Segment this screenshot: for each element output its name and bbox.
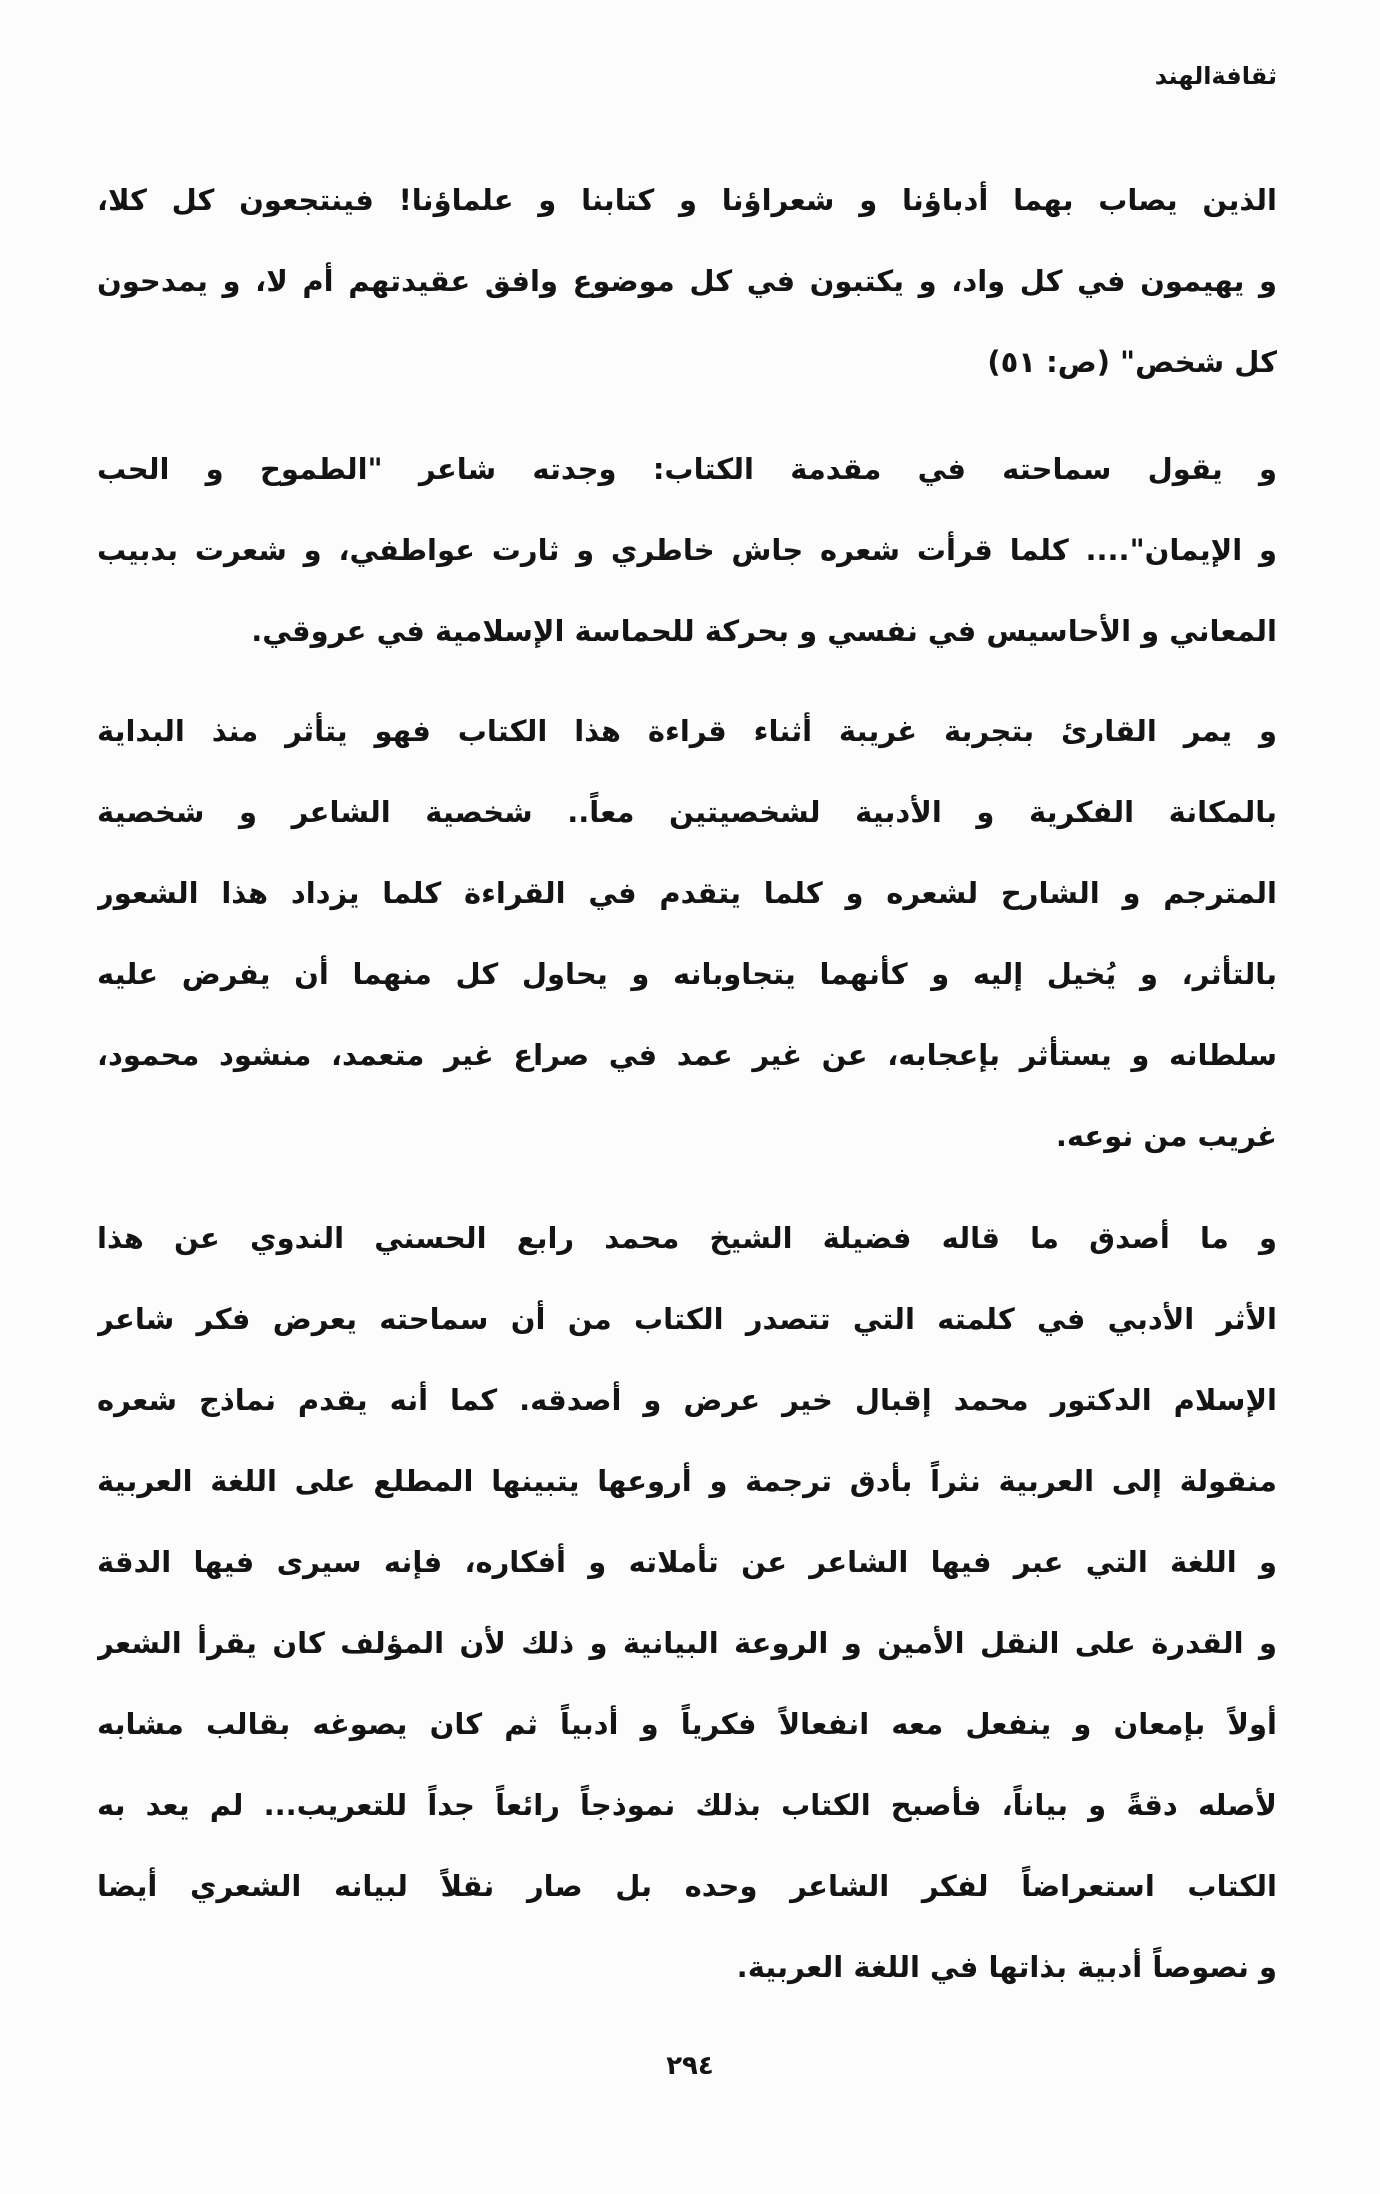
text-line: أولاً بإمعان و ينفعل معه انفعالاً فكرياً و أدبياً ثم كان يصوغه بقالب مشابه — [97, 1707, 1277, 1741]
paragraph — [97, 691, 1277, 1177]
text-line: و يمر القارئ بتجربة غريبة أثناء قراءة هذا الكتاب فهو يتأثر منذ البداية — [97, 714, 1277, 748]
text-line: منقولة إلى العربية نثراً بأدق ترجمة و أروعها يتبينها المطلع على اللغة العربية — [97, 1464, 1277, 1498]
text-line: و ما أصدق ما قاله فضيلة الشيخ محمد رابع الحسني الندوي عن هذا — [97, 1221, 1277, 1255]
text-line: و يقول سماحته في مقدمة الكتاب: وجدته شاعر "الطموح و الحب — [97, 452, 1277, 486]
paragraph — [97, 160, 1277, 403]
text-line: و القدرة على النقل الأمين و الروعة البيانية و ذلك لأن المؤلف كان يقرأ الشعر — [97, 1626, 1277, 1660]
text-line: و اللغة التي عبر فيها الشاعر عن تأملاته و أفكاره، فإنه سيرى فيها الدقة — [97, 1545, 1277, 1579]
page-number: ٢٩٤ — [666, 2051, 714, 2081]
text-line: بالتأثر، و يُخيل إليه و كأنهما يتجاوبانه و يحاول كل منهما أن يفرض عليه — [97, 957, 1277, 991]
text-line: و نصوصاً أدبية بذاتها في اللغة العربية. — [736, 1950, 1277, 1984]
paragraph — [97, 1198, 1277, 2008]
text-line: الذين يصاب بهما أدباؤنا و شعراؤنا و كتابنا و علماؤنا! فينتجعون كل كلا، — [97, 183, 1277, 217]
running-header: ثقافةالهند — [1154, 62, 1277, 90]
text-line: الإسلام الدكتور محمد إقبال خير عرض و أصدقه. كما أنه يقدم نماذج شعره — [97, 1383, 1277, 1417]
text-line: الكتاب استعراضاً لفكر الشاعر وحده بل صار نقلاً لبيانه الشعري أيضا — [97, 1869, 1277, 1903]
text-line: و يهيمون في كل واد، و يكتبون في كل موضوع وافق عقيدتهم أم لا، و يمدحون — [97, 264, 1277, 298]
text-line: سلطانه و يستأثر بإعجابه، عن غير عمد في صراع غير متعمد، منشود محمود، — [97, 1038, 1277, 1072]
text-line: المعاني و الأحاسيس في نفسي و بحركة للحماسة الإسلامية في عروقي. — [251, 614, 1277, 648]
text-line: الأثر الأدبي في كلمته التي تتصدر الكتاب من أن سماحته يعرض فكر شاعر — [97, 1302, 1277, 1336]
text-line: المترجم و الشارح لشعره و كلما يتقدم في القراءة كلما يزداد هذا الشعور — [97, 876, 1277, 910]
text-line: بالمكانة الفكرية و الأدبية لشخصيتين معاً.. شخصية الشاعر و شخصية — [97, 795, 1277, 829]
text-line: غريب من نوعه. — [1055, 1119, 1277, 1153]
text-line: لأصله دقةً و بياناً، فأصبح الكتاب بذلك نموذجاً رائعاً جداً للتعريب... لم يعد به — [97, 1788, 1277, 1822]
text-line: كل شخص" (ص: ٥١) — [987, 345, 1277, 379]
text-line: و الإيمان".... كلما قرأت شعره جاش خاطري و ثارت عواطفي، و شعرت بدبيب — [97, 533, 1277, 567]
paragraph — [97, 429, 1277, 672]
